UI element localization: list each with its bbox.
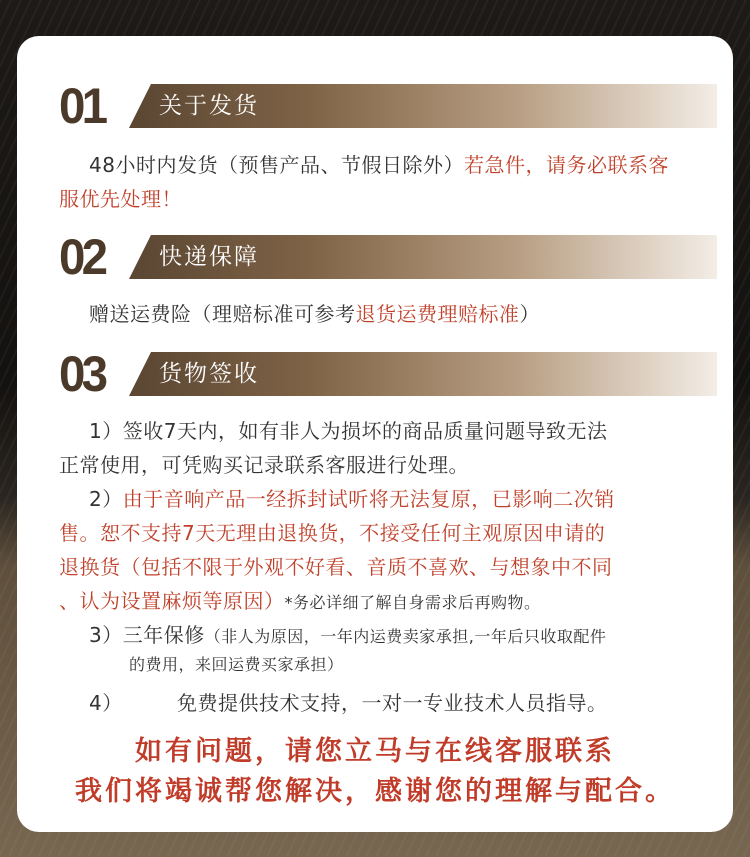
insurance-close: ） <box>519 302 540 326</box>
item1-line2: 正常使用，可凭购买记录联系客服进行处理。 <box>59 453 469 477</box>
section-01-line2: 服优先处理！ <box>59 187 182 211</box>
section-01-title: 关于发货 <box>159 93 259 119</box>
item4-text: 免费提供技术支持，一对一专业技术人员指导。 <box>177 691 608 715</box>
section-02-title: 快递保障 <box>159 244 259 270</box>
item2-line4 <box>59 584 541 620</box>
section-02-header <box>59 229 717 285</box>
footer-line1: 如有问题，请您立马与在线客服联系 <box>135 736 615 767</box>
return-standard-link[interactable]: 退货运费理赔标准 <box>355 302 520 326</box>
section-01-line1 <box>89 148 669 182</box>
item4-number: 4） <box>89 691 123 715</box>
item3-line2: 的费用，来回运费买家承担） <box>129 655 344 674</box>
section-01-header <box>59 78 717 134</box>
urgent-text: 若急件，请务必联系客 <box>463 153 669 177</box>
item2-note: *务必详细了解自身需求后再购物。 <box>284 593 541 612</box>
section-03-number: 03 <box>59 346 105 402</box>
section-02-number: 02 <box>59 229 105 285</box>
insurance-text: 赠送运费险（理赔标准可参考 <box>89 302 356 326</box>
item2-line2: 售。恕不支持7天无理由退换货，不接受任何主观原因申请的 <box>59 521 606 545</box>
item3-title: 3）三年保修 <box>89 623 205 647</box>
item2-line3: 退换货（包括不限于外观不好看、音质不喜欢、与想象中不同 <box>59 555 613 579</box>
item2-line4-red: 、认为设置麻烦等原因） <box>59 589 285 613</box>
item1-line1: 1）签收7天内，如有非人为损坏的商品质量问题导致无法 <box>89 419 608 443</box>
item2-line1 <box>89 482 615 516</box>
item2-text: 由于音响产品一经拆封试听将无法复原，已影响二次销 <box>122 487 615 511</box>
section-03-title: 货物签收 <box>159 361 259 387</box>
item2-number: 2） <box>89 487 123 511</box>
policy-card <box>17 36 733 832</box>
shipping-text: 48小时内发货（预售产品、节假日除外） <box>89 153 464 177</box>
section-02-line1 <box>89 297 540 331</box>
section-03-header <box>59 346 717 402</box>
item3-detail: （非人为原因，一年内运费卖家承担,一年后只收取配件 <box>204 627 607 646</box>
footer-line2: 我们将竭诚帮您解决，感谢您的理解与配合。 <box>75 776 675 807</box>
section-01-number: 01 <box>59 78 105 134</box>
